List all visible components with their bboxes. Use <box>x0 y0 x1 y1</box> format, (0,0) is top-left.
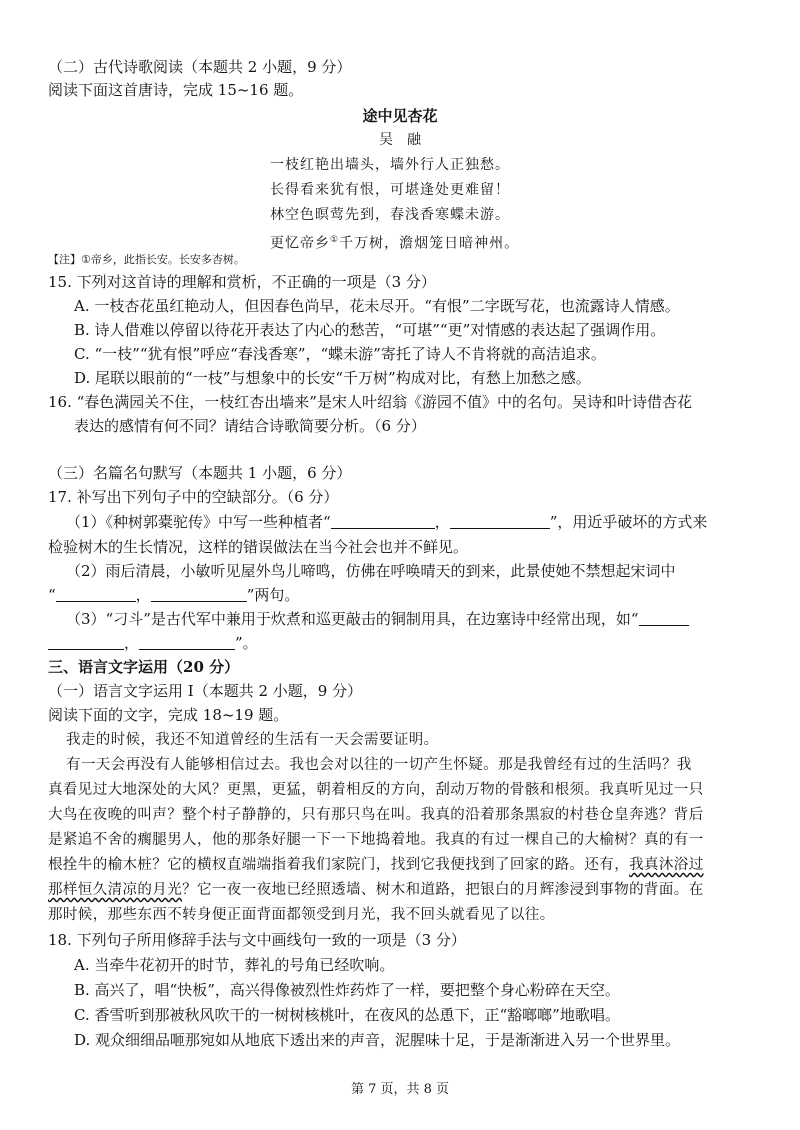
q16-line-2: 表达的感情有何不同？请结合诗歌简要分析。（6 分） <box>74 417 426 435</box>
poem-author: 吴 融 <box>379 132 421 148</box>
section-header-poetry: （二）古代诗歌阅读（本题共 2 小题，9 分） <box>48 58 352 76</box>
underlined-sentence: 那样恒久清凉的月光 <box>48 882 183 898</box>
passage-paragraph-1: 我走的时候，我还不知道曾经的生活有一天会需要证明。 <box>66 732 439 748</box>
part3-instruction: 阅读下面的文字，完成 18~19 题。 <box>48 706 289 724</box>
passage-text: 根拴牛的榆木桩？它的横杈直端端指着我们家院门，找到它我便找到了回家的路。还有， <box>48 857 630 873</box>
poem-title: 途中见杏花 <box>362 107 438 125</box>
q18-option-a: A. 当牵牛花初开的时节，葬礼的号角已经吹响。 <box>74 956 395 974</box>
q15-option-d: D. 尾联以眼前的“一枝”与想象中的长安“千万树”构成对比，有愁上加愁之感。 <box>74 369 591 387</box>
q18-option-d: D. 观众细细品咂那宛如从地底下透出来的声音，泥腥味十足，于是渐渐进入另一个世界里。 <box>74 1031 681 1049</box>
answer-blank[interactable] <box>331 512 435 529</box>
underlined-sentence: 我真沐浴过 <box>629 857 704 873</box>
q18-option-c: C. 香雪听到那被秋风吹干的一树树核桃叶，在夜风的怂恿下，正“豁啷啷”地歌唱。 <box>74 1006 620 1024</box>
q16-line-1: 16. “春色满园关不住，一枝红杏出墙来”是宋人叶绍翁《游园不值》中的名句。吴诗和叶诗借杏花 <box>48 393 692 411</box>
q17-part1-text-b: ”，用近乎破坏的方式来 <box>549 513 708 531</box>
q17-part1-line1 <box>66 512 707 532</box>
passage-line: 大鸟在夜晚的叫声？整个村子静静的，只有那只鸟在叫。我真的沿着那条黑寂的村巷仓皇奔逃？背后 <box>48 807 704 823</box>
q17-part1-line2: 检验树木的生长情况，这样的错误做法在当今社会也并不鲜见。 <box>48 538 469 556</box>
poem-line-4-b: 千万树，澹烟笼日暗神州。 <box>339 235 520 252</box>
q17-part1-comma: ， <box>434 513 450 531</box>
q17-part3-text: （3）“刁斗”是古代军中兼用于炊煮和巡更敲击的铜制用具，在边塞诗中经常出现，如“ <box>66 610 639 628</box>
q17-part2-comma: ， <box>135 586 151 604</box>
q15-option-c: C. “一枝”“犹有恨”呼应“春浅香寒”，“蝶未游”寄托了诗人不肯将就的高洁追求。 <box>74 345 606 363</box>
q15-option-b: B. 诗人借难以停留以待花开表达了内心的愁苦，“可堪”“更”对情感的表达起了强调作用。 <box>74 321 666 339</box>
passage-line: 真看见过大地深处的大风？更黑，更猛，朝着相反的方向，刮动万物的骨骸和根须。我真听见过一只 <box>48 782 704 798</box>
q17-part2-close: ”两句。 <box>246 586 300 604</box>
poem-line-4 <box>270 230 519 254</box>
q17-part2-line2 <box>48 585 299 605</box>
q17-part1-text-a: （1）《种树郭橐驼传》中写一些种植者“ <box>66 513 331 531</box>
q15-stem: 15. 下列对这首诗的理解和赏析，不正确的一项是（3 分） <box>48 273 436 291</box>
poem-line-4-a: 更忆帝乡 <box>270 235 330 252</box>
q17-part3-line2 <box>48 633 258 653</box>
answer-blank[interactable] <box>639 609 689 626</box>
answer-blank[interactable] <box>56 585 136 602</box>
q17-part3-close: ”。 <box>235 634 258 652</box>
q18-option-b: B. 高兴了，唱“快板”，高兴得像被烈性炸药炸了一样，要把整个身心粉碎在天空。 <box>74 981 620 999</box>
poem-line-2: 长得看来犹有恨，可堪逢处更难留！ <box>270 182 510 198</box>
q18-stem: 18. 下列句子所用修辞手法与文中画线句一致的一项是（3 分） <box>48 931 466 949</box>
section-header-recitation: （三）名篇名句默写（本题共 1 小题，6 分） <box>48 464 352 482</box>
part3-subsection-header: （一）语言文字运用 Ⅰ（本题共 2 小题，9 分） <box>48 682 363 700</box>
q17-part2-open-quote: “ <box>48 586 56 604</box>
poem-line-1: 一枝红艳出墙头，墙外行人正独愁。 <box>270 157 510 173</box>
passage-line: 那时候，那些东西不转身便正面背面都领受到月光，我不回头就看见了以往。 <box>48 907 555 923</box>
poem-line-3: 林空色暝莺先到，春浅香寒蝶未游。 <box>270 207 510 223</box>
poem-note: 【注】①帝乡，此指长安。长安多杏树。 <box>48 253 245 266</box>
passage-line <box>48 855 704 875</box>
q17-part2-line1: （2）雨后清晨，小敏听见屋外鸟儿啼鸣，仿佛在呼唤晴天的到来，此景使她不禁想起宋词中 <box>66 562 676 580</box>
page-footer: 第 7 页，共 8 页 <box>350 1082 450 1097</box>
q15-option-a: A. 一枝杏花虽红艳动人，但因春色尚早，花未尽开。“有恨”二字既写花，也流露诗人情感。 <box>74 297 680 315</box>
footnote-marker: ① <box>330 235 340 245</box>
passage-line: 有一天会再没有人能够相信过去。我也会对以往的一切产生怀疑。那是我曾经有过的生活吗？我 <box>66 757 692 773</box>
part3-header: 三、语言文字运用（20 分） <box>48 658 240 676</box>
answer-blank[interactable] <box>139 633 235 650</box>
q17-part3-line1 <box>66 609 689 629</box>
q17-stem: 17. 补写出下列句子中的空缺部分。（6 分） <box>48 488 339 506</box>
passage-line: 是紧追不舍的瘸腿男人，他的那条好腿一下一下地捣着地。我真的有过一棵自己的大榆树？真的有一 <box>48 832 704 848</box>
answer-blank[interactable] <box>450 512 550 529</box>
answer-blank[interactable] <box>48 633 124 650</box>
answer-blank[interactable] <box>151 585 247 602</box>
passage-text: ？它一夜一夜地已经照透墙、树木和道路，把银白的月辉渗浸到事物的背面。在 <box>182 882 704 898</box>
passage-line <box>48 880 704 900</box>
q17-part3-comma: ， <box>124 634 140 652</box>
instruction-poetry: 阅读下面这首唐诗，完成 15~16 题。 <box>48 81 304 99</box>
